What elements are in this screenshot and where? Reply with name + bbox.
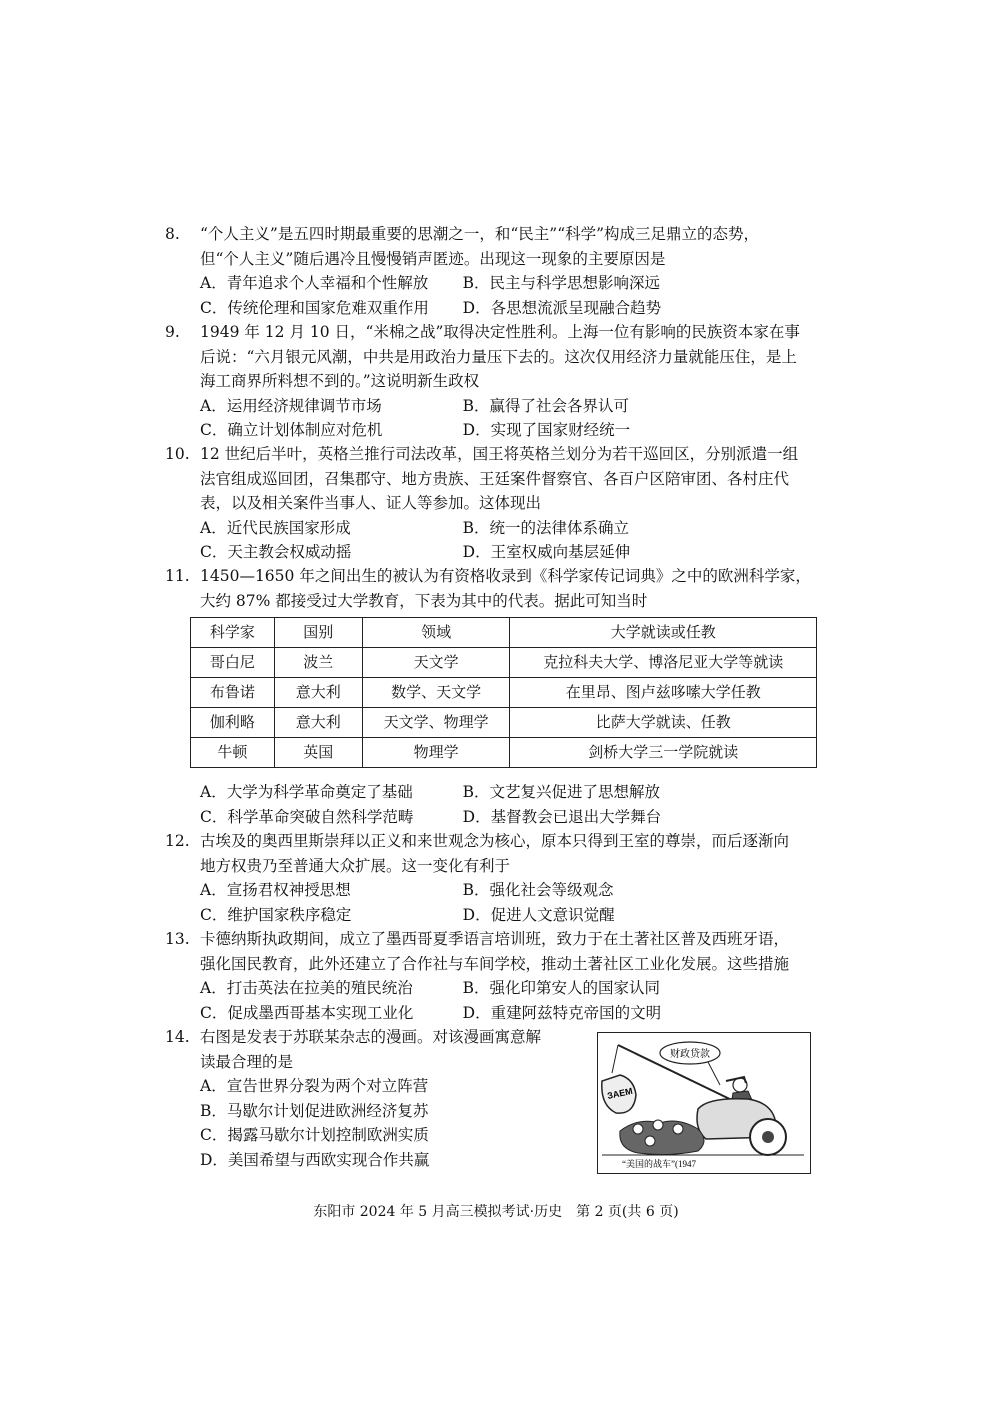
option-d[interactable]: D．王室权威向基层延伸 [462, 543, 631, 561]
table-header: 大学就读或任教 [510, 618, 817, 648]
table-cell: 数学、天文学 [362, 678, 510, 708]
table-row [191, 648, 817, 678]
option-d[interactable]: D．重建阿兹特克帝国的文明 [462, 1003, 662, 1022]
cartoon-drawing [598, 1033, 810, 1173]
table-row [191, 708, 817, 738]
table-cell: 物理学 [362, 738, 510, 768]
question-stem-line: 海工商界所料想不到的。”这说明新生政权 [200, 372, 480, 390]
table-header: 科学家 [191, 618, 275, 648]
option-a[interactable]: A．宣扬君权神授思想 [200, 881, 351, 899]
table-cell: 牛顿 [191, 738, 275, 768]
question-stem-line: 地方权贵乃至普通大众扩展。这一变化有利于 [200, 856, 511, 875]
question-stem-line: 读最合理的是 [200, 1052, 294, 1071]
question-stem-line: 1949 年 12 月 10 日，“米棉之战”取得决定性胜利。上海一位有影响的民族资本家在事 [200, 323, 800, 341]
option-a[interactable]: A．青年追求个人幸福和个性解放 [200, 274, 429, 292]
question-stem-line: 后说：“六月银元风潮，中共是用政治力量压下去的。这次仅用经济力量就能压住，是上 [200, 347, 797, 366]
question-stem-line: 1450—1650 年之间出生的被认为有资格收录到《科学家传记词典》之中的欧洲科学家， [200, 567, 811, 585]
option-d[interactable]: D．各思想流派呈现融合趋势 [462, 298, 662, 317]
scientist-table [190, 617, 817, 768]
question-stem-line: “个人主义”是五四时期最重要的思潮之一，和“民主”“科学”构成三足鼎立的态势， [200, 225, 760, 243]
option-b[interactable]: B．赢得了社会各界认可 [462, 396, 630, 415]
question-11 [165, 564, 830, 613]
question-stem-line: 大约 87% 都接受过大学教育，下表为其中的代表。据此可知当时 [200, 591, 648, 610]
soviet-cartoon [597, 1032, 811, 1174]
option-c[interactable]: C．促成墨西哥基本实现工业化 [200, 1003, 414, 1022]
balloon-label: 财政贷款 [670, 1049, 710, 1060]
option-b[interactable]: B．强化社会等级观念 [462, 881, 614, 899]
option-a[interactable]: A．大学为科学革命奠定了基础 [200, 783, 413, 801]
question-number: 12. [165, 832, 190, 850]
option-d[interactable]: D．基督教会已退出大学舞台 [462, 807, 662, 826]
table-row [191, 738, 817, 768]
table-cell: 意大利 [274, 678, 362, 708]
option-c[interactable]: C．揭露马歇尔计划控制欧洲实质 [200, 1126, 429, 1144]
option-c[interactable]: C．科学革命突破自然科学范畴 [200, 807, 414, 826]
question-number: 11. [165, 567, 190, 585]
table-cell: 布鲁诺 [191, 678, 275, 708]
table-cell: 英国 [274, 738, 362, 768]
option-b[interactable]: B．马歇尔计划促进欧洲经济复苏 [200, 1101, 429, 1120]
question-number: 8. [165, 225, 180, 243]
option-d[interactable]: D．实现了国家财经统一 [462, 421, 631, 439]
question-stem-line: 右图是发表于苏联某杂志的漫画。对该漫画寓意解 [200, 1028, 542, 1046]
option-d[interactable]: D．美国希望与西欧实现合作共赢 [200, 1150, 430, 1169]
option-b[interactable]: B．强化印第安人的国家认同 [462, 979, 661, 997]
table-cell: 克拉科夫大学、博洛尼亚大学等就读 [510, 648, 817, 678]
table-header: 领域 [362, 618, 510, 648]
table-cell: 天文学、物理学 [362, 708, 510, 738]
table-cell: 天文学 [362, 648, 510, 678]
question-stem-line: 但“个人主义”随后遇冷且慢慢销声匿迹。出现这一现象的主要原因是 [200, 249, 666, 268]
table-cell: 伽利略 [191, 708, 275, 738]
table-cell: 意大利 [274, 708, 362, 738]
table-header-row [191, 618, 817, 648]
option-a[interactable]: A．运用经济规律调节市场 [200, 396, 382, 415]
question-9 [165, 320, 830, 443]
question-11-options [165, 780, 830, 829]
option-a[interactable]: A．宣告世界分裂为两个对立阵营 [200, 1077, 429, 1095]
table-row [191, 678, 817, 708]
cartoon-caption: “美国的战车”(1947 [622, 1159, 696, 1169]
option-d[interactable]: D．促进人文意识觉醒 [462, 905, 615, 924]
option-c[interactable]: C．维护国家秩序稳定 [200, 905, 352, 924]
question-stem-line: 强化国民教育，此外还建立了合作社与车间学校，推动土著社区工业化发展。这些措施 [200, 954, 790, 973]
question-stem-line: 古埃及的奥西里斯崇拜以正义和来世观念为核心，原本只得到王室的尊崇，而后逐渐向 [200, 832, 790, 850]
question-13 [165, 927, 830, 1025]
question-8 [165, 222, 830, 320]
table-cell: 比萨大学就读、任教 [510, 708, 817, 738]
option-a[interactable]: A．近代民族国家形成 [200, 518, 351, 537]
option-c[interactable]: C．确立计划体制应对危机 [200, 421, 383, 439]
option-b[interactable]: B．统一的法律体系确立 [462, 518, 630, 537]
option-b[interactable]: B．文艺复兴促进了思想解放 [462, 783, 661, 801]
table-cell: 波兰 [274, 648, 362, 678]
option-c[interactable]: C．天主教会权威动摇 [200, 543, 352, 561]
question-14 [165, 1025, 585, 1172]
bag-label: ЗАЕМ [606, 1085, 634, 1101]
option-b[interactable]: B．民主与科学思想影响深远 [462, 274, 661, 292]
question-stem-line: 卡德纳斯执政期间，成立了墨西哥夏季语言培训班，致力于在土著社区普及西班牙语， [200, 930, 790, 948]
question-number: 10. [165, 445, 190, 463]
option-c[interactable]: C．传统伦理和国家危难双重作用 [200, 298, 429, 317]
table-cell: 剑桥大学三一学院就读 [510, 738, 817, 768]
question-10 [165, 442, 830, 565]
table-cell: 哥白尼 [191, 648, 275, 678]
question-stem-line: 表，以及相关案件当事人、证人等参加。这体现出 [200, 494, 542, 512]
question-number: 14. [165, 1028, 190, 1046]
question-number: 9. [165, 323, 180, 341]
option-a[interactable]: A．打击英法在拉美的殖民统治 [200, 979, 413, 997]
question-number: 13. [165, 930, 190, 948]
question-stem-line: 12 世纪后半叶，英格兰推行司法改革，国王将英格兰划分为若干巡回区，分别派遣一组 [200, 445, 799, 463]
page-footer: 东阳市 2024 年 5 月高三模拟考试·历史 第 2 页(共 6 页) [313, 1204, 679, 1220]
table-cell: 在里昂、图卢兹哆嗦大学任教 [510, 678, 817, 708]
table-header: 国别 [274, 618, 362, 648]
question-stem-line: 法官组成巡回团，召集郡守、地方贵族、王廷案件督察官、各百户区陪审团、各村庄代 [200, 469, 790, 488]
question-12 [165, 829, 830, 927]
